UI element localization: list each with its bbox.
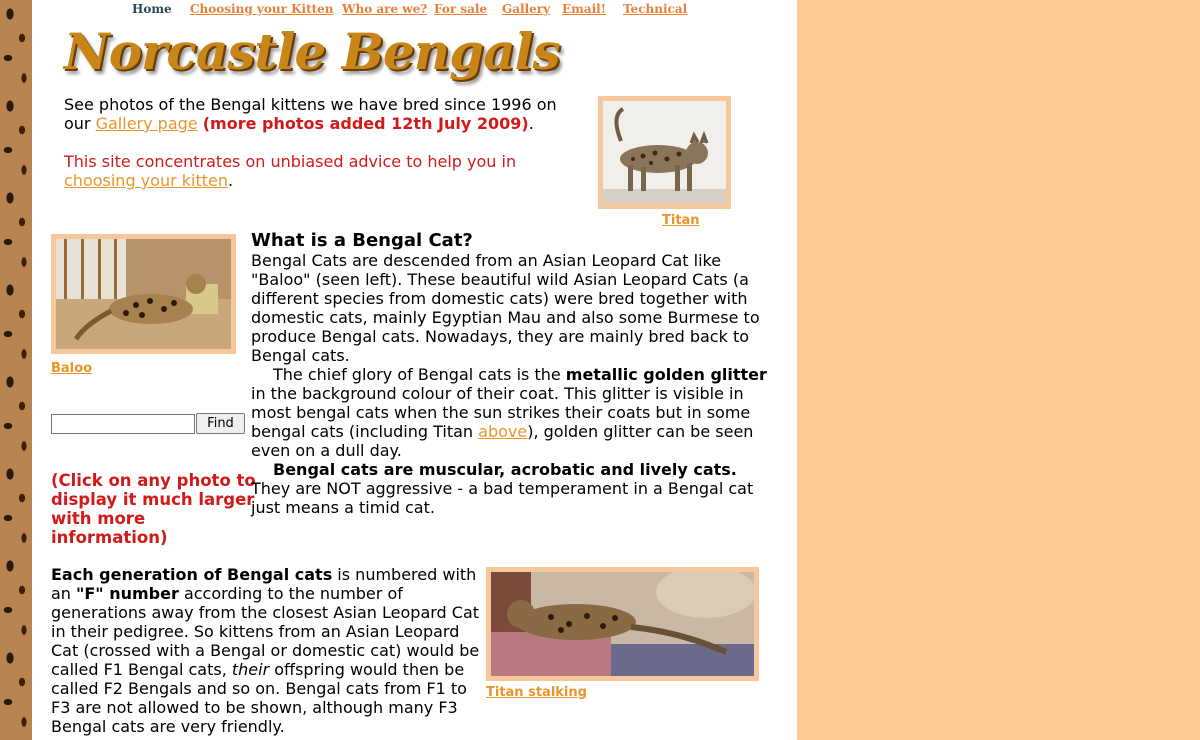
- intro-text: See photos of the Bengal kittens we have bred since 1996 on our Gallery page (more photos added 12th July 2009).: [64, 95, 557, 133]
- nav-home[interactable]: Home: [132, 2, 172, 16]
- find-button[interactable]: Find: [196, 413, 245, 434]
- click-photo-note: (Click on any photo to display it much larger with more information): [51, 471, 256, 547]
- page-content: [32, 0, 797, 740]
- titan-caption[interactable]: Titan: [662, 213, 700, 228]
- generation-text: Each generation of Bengal cats is numbered with an "F" number according to the number of generations away from the closest Asian Leopard Cat in their pedigree. So kittens from an Asian Leopard Cat (crossed with a Bengal or domestic cat) would be called F1 Bengal cats, their offspring would then be called F2 Bengals and so on. Bengal cats from F1 to F3 are not allowed to be shown, although many F3 Bengal cats are very friendly.: [51, 565, 480, 736]
- nav-choosing-kitten[interactable]: Choosing your Kitten: [190, 2, 334, 16]
- article-paragraph-3: Bengal cats are muscular, acrobatic and lively cats. They are NOT aggressive - a bad temperament in a Bengal cat just means a timid cat.: [251, 460, 754, 517]
- gallery-link[interactable]: Gallery page: [95, 114, 198, 133]
- article-paragraph-1: Bengal Cats are descended from an Asian Leopard Cat like "Baloo" (seen left). These beautiful wild Asian Leopard Cats (a different species from domestic cats) were bred together with domestic cats, mainly Egyptian Mau and also some Burmese to produce Bengal cats. Nowadays, they are mainly bred back to Bengal cats.: [251, 251, 760, 365]
- above-link[interactable]: above: [478, 422, 528, 441]
- nav-who-are-we[interactable]: Who are we?: [342, 2, 428, 16]
- nav-technical[interactable]: Technical: [623, 2, 688, 16]
- article-body: [251, 251, 771, 517]
- baloo-caption[interactable]: Baloo: [51, 361, 92, 376]
- advice-text: This site concentrates on unbiased advice to help you in choosing your kitten.: [64, 152, 517, 190]
- site-logo[interactable]: Norcastle Bengals: [64, 22, 560, 81]
- nav-gallery[interactable]: Gallery: [502, 2, 551, 16]
- article-heading: What is a Bengal Cat?: [251, 230, 473, 251]
- baloo-photo[interactable]: [51, 234, 236, 354]
- titan-stalking-image: [491, 572, 754, 676]
- titan-photo[interactable]: [598, 96, 731, 209]
- nav-email[interactable]: Email!: [562, 2, 607, 16]
- nav-for-sale[interactable]: For sale: [434, 2, 488, 16]
- titan-stalking-caption[interactable]: Titan stalking: [486, 685, 587, 700]
- search-input[interactable]: [51, 414, 195, 434]
- choosing-kitten-link[interactable]: choosing your kitten: [64, 171, 228, 190]
- titan-stalking-photo[interactable]: [486, 567, 759, 681]
- baloo-cat-image: [56, 239, 231, 349]
- leopard-print-border: [0, 0, 32, 740]
- titan-cat-image: [603, 101, 726, 204]
- article-paragraph-2: The chief glory of Bengal cats is the metallic golden glitter in the background colour of their coat. This glitter is visible in most bengal cats when the sun strikes their coats but in some bengal cats (including Titan above), golden glitter can be seen even on a dull day.: [251, 365, 767, 460]
